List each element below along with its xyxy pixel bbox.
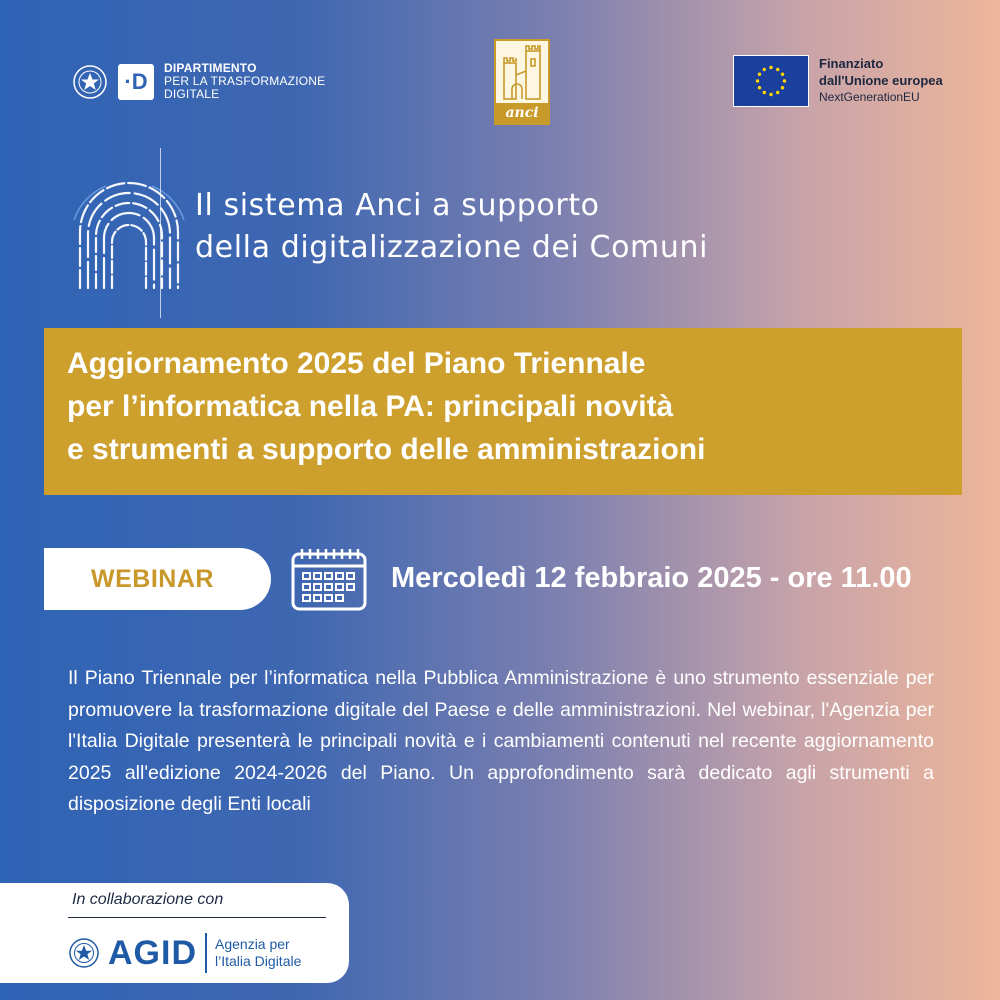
anci-wordmark: anci xyxy=(496,103,548,123)
dtd-line3: DIGITALE xyxy=(164,87,220,101)
agid-logo xyxy=(68,933,301,973)
hero-title-line2: della digitalizzazione dei Comuni xyxy=(195,230,709,265)
fingerprint-arch-icon xyxy=(72,180,187,290)
agid-separator xyxy=(205,933,207,973)
calendar-icon xyxy=(290,546,368,612)
agid-line1: Agenzia per xyxy=(215,936,290,952)
webinar-badge xyxy=(44,548,271,610)
webinar-label: WEBINAR xyxy=(91,564,214,593)
agid-emblem-icon xyxy=(68,937,100,969)
anci-logo xyxy=(494,39,550,125)
agid-name xyxy=(215,936,301,970)
agid-line2: l’Italia Digitale xyxy=(215,953,302,969)
italian-emblem-icon xyxy=(72,64,108,100)
title-banner xyxy=(44,328,962,495)
hero-title-line1: Il sistema Anci a supporto xyxy=(195,188,600,223)
collab-divider xyxy=(68,917,326,918)
dtd-name xyxy=(164,62,325,101)
eu-flag-icon xyxy=(733,55,809,107)
eu-line2: dall'Unione europea xyxy=(819,73,943,88)
castle-icon xyxy=(496,41,548,103)
dtd-line2: PER LA TRASFORMAZIONE xyxy=(164,74,326,88)
description: Il Piano Triennale per l’informatica nella Pubblica Amministrazione è uno strumento essenziale per promuovere la trasformazione digitale del Paese e delle amministrazioni. Nel webinar, l'Agenzia per l'Italia Digitale presenterà le principali novità e i cambiamenti contenuti nel recente aggiornamento 2025 all'edizione 2024-2026 del Piano. Un approfondimento sarà dedicato agli strumenti a disposizione degli Enti locali xyxy=(68,667,934,815)
banner-line3: e strumenti a supporto delle amministrazioni xyxy=(67,433,706,466)
eu-funding-logo xyxy=(733,55,943,107)
banner-line2: per l’informatica nella PA: principali novità xyxy=(67,390,674,423)
dtd-line1: DIPARTIMENTO xyxy=(164,61,257,75)
hero-title xyxy=(195,185,708,269)
agid-wordmark: AGID xyxy=(108,933,197,972)
dtd-badge: ·D xyxy=(118,64,154,100)
collab-label: In collaborazione con xyxy=(72,891,224,908)
eu-line3: NextGenerationEU xyxy=(819,90,920,104)
collaboration-card xyxy=(0,883,349,983)
eu-text xyxy=(819,55,943,107)
eu-line1: Finanziato xyxy=(819,56,884,71)
divider-line xyxy=(160,148,161,318)
event-date: Mercoledì 12 febbraio 2025 - ore 11.00 xyxy=(391,562,912,594)
dtd-logo xyxy=(72,62,325,101)
banner-line1: Aggiornamento 2025 del Piano Triennale xyxy=(67,347,646,380)
